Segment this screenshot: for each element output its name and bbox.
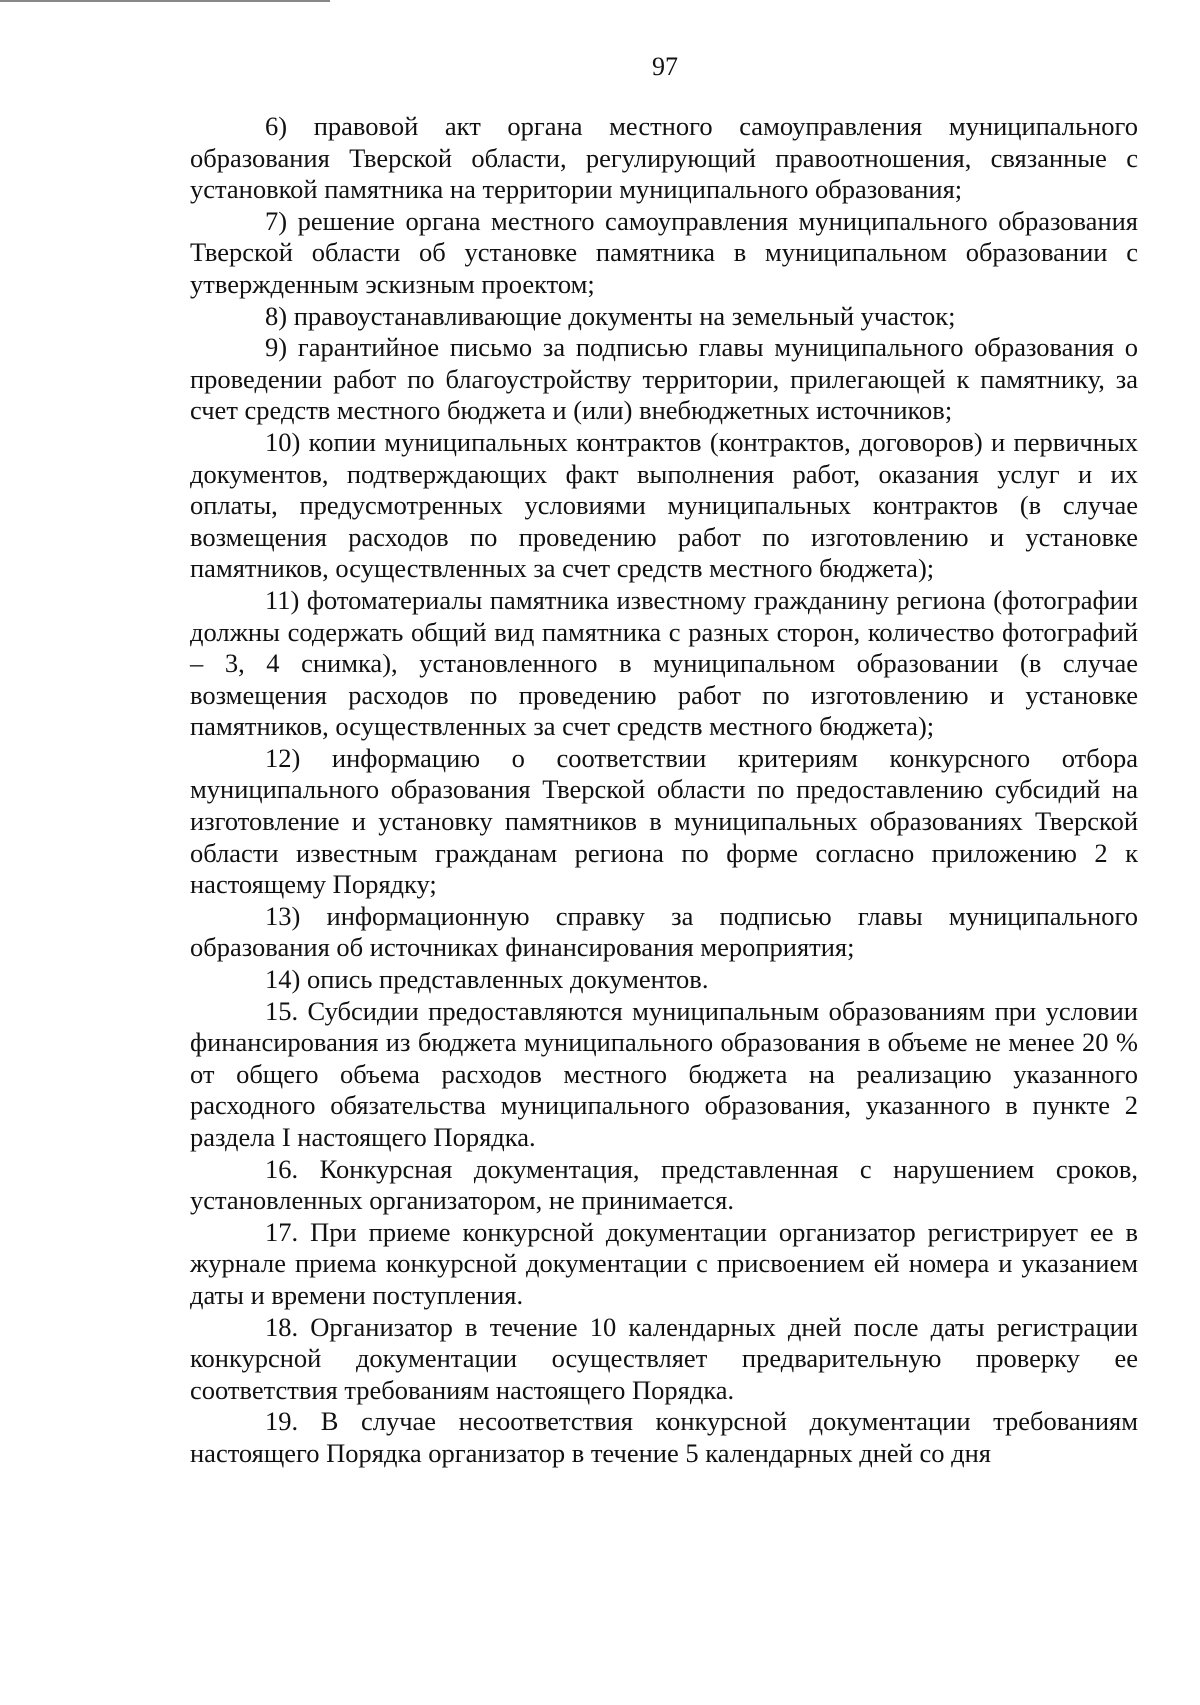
paragraph-clause-17: 17. При приеме конкурсной документации организатор регистрирует ее в журнале приема конкурсной документации с присвоением ей номера и указанием даты и времени поступления.: [190, 1216, 1138, 1310]
paragraph-item-8: 8) правоустанавливающие документы на земельный участок;: [265, 300, 956, 331]
page-number: 97: [652, 52, 678, 81]
paragraph-clause-15: 15. Субсидии предоставляются муниципальным образованиям при условии финансирования из бюджета муниципального образования в объеме не менее 20 % от общего объема расходов местного бюджета на реализацию указанного расходного обязательства муниципального образования, указанного в пункте 2 раздела I настоящего Порядка.: [190, 995, 1138, 1152]
paragraph-item-12: 12) информацию о соответствии критериям конкурсного отбора муниципального образования Тверской области по предоставлению субсидий на изготовление и установку памятников в муниципальных образованиях Тверской области известным гражданам региона по форме согласно приложению 2 к настоящему Порядку;: [190, 742, 1138, 900]
paragraph-item-6: 6) правовой акт органа местного самоуправления муниципального образования Тверской области, регулирующий правоотношения, связанные с установкой памятника на территории муниципального образования;: [190, 111, 1138, 205]
document-body: [190, 111, 1138, 1470]
paragraph-clause-18: 18. Организатор в течение 10 календарных дней после даты регистрации конкурсной документации осуществляет предварительную проверку ее соответствия требованиям настоящего Порядка.: [190, 1311, 1138, 1405]
scan-edge-line: [0, 0, 330, 2]
paragraph-item-9: 9) гарантийное письмо за подписью главы муниципального образования о проведении работ по благоустройству территории, прилегающей к памятнику, за счет средств местного бюджета и (или) внебюджетных источников;: [190, 332, 1138, 426]
paragraph-item-7: 7) решение органа местного самоуправления муниципального образования Тверской области об установке памятника в муниципальном образовании с утвержденным эскизным проектом;: [190, 205, 1138, 299]
paragraph-item-10: 10) копии муниципальных контрактов (контрактов, договоров) и первичных документов, подтверждающих факт выполнения работ, оказания услуг и их оплаты, предусмотренных условиями муниципальных контрактов (в случае возмещения расходов по проведению работ по изготовлению и установке памятников, осуществленных за счет средств местного бюджета);: [190, 426, 1138, 584]
paragraph-item-13: 13) информационную справку за подписью главы муниципального образования об источниках финансирования мероприятия;: [190, 900, 1138, 963]
paragraph-item-14: 14) опись представленных документов.: [265, 964, 709, 995]
paragraph-item-11: 11) фотоматериалы памятника известному гражданину региона (фотографии должны содержать общий вид памятника с разных сторон, количество фотографий – 3, 4 снимка), установленного в муниципальном образовании (в случае возмещения расходов по проведению работ по изготовлению и установке памятников, осуществленных за счет средств местного бюджета);: [190, 584, 1138, 742]
paragraph-clause-19: 19. В случае несоответствия конкурсной документации требованиям настоящего Порядка организатор в течение 5 календарных дней со дня: [190, 1406, 1138, 1468]
paragraph-clause-16: 16. Конкурсная документация, представленная с нарушением сроков, установленных организатором, не принимается.: [190, 1153, 1138, 1216]
